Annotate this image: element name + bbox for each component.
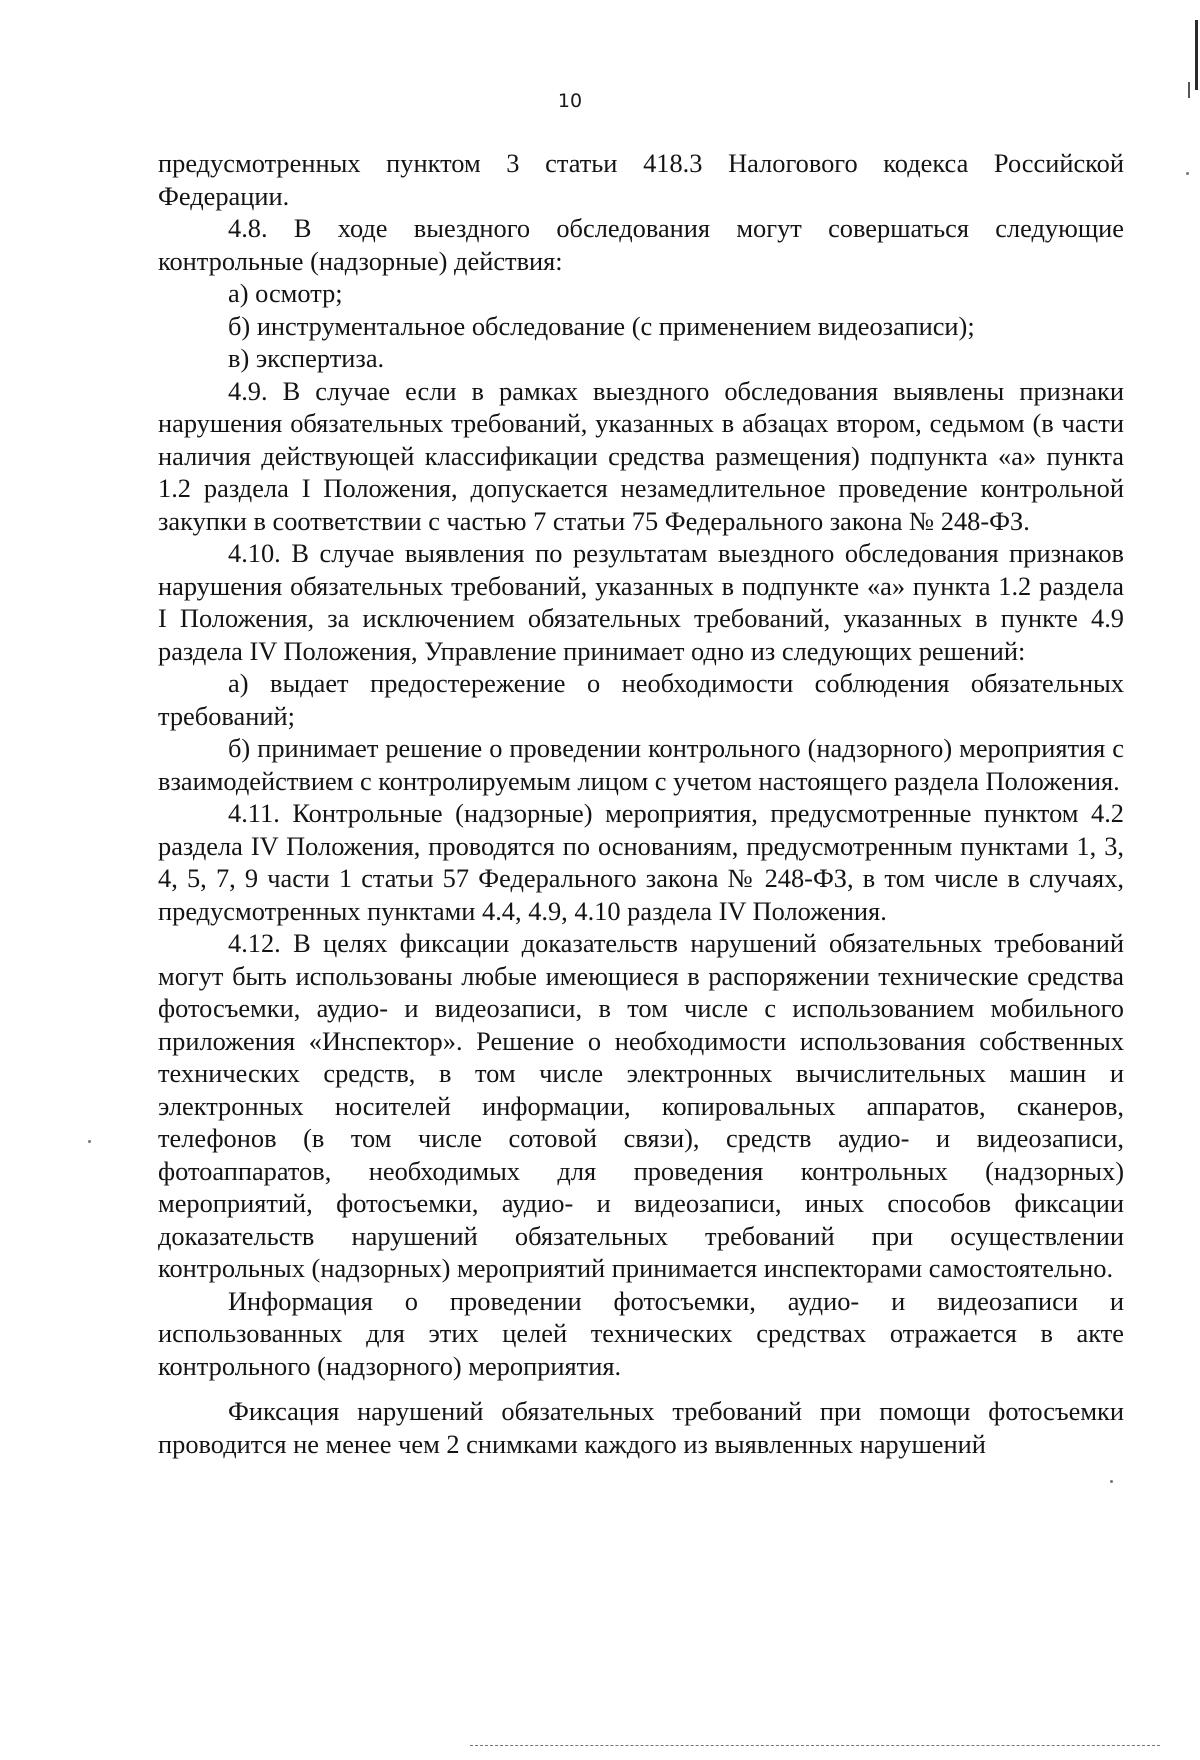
scan-speck bbox=[88, 1140, 91, 1143]
page-number: 10 bbox=[557, 90, 583, 112]
scan-bottom-edge bbox=[470, 1745, 1160, 1748]
list-item-v: в) экспертиза. bbox=[228, 343, 385, 373]
scan-edge-mark bbox=[1195, 20, 1198, 90]
paragraph-4-8: 4.8. В ходе выездного обследования могут совершаться следующие контрольные (надзорные) действия: bbox=[158, 213, 1124, 276]
paragraph-4-10: 4.10. В случае выявления по результатам выездного обследования признаков нарушения обязательных требований, указанных в подпункте «а» пункта 1.2 раздела I Положения, за исключением обязательных требований, указанных в пункте 4.9 раздела IV Положения, Управление принимает одно из следующих решений: bbox=[158, 538, 1124, 666]
paragraph-fixation: Фиксация нарушений обязательных требований при помощи фотосъемки проводится не менее чем 2 снимками каждого из выявленных нарушений bbox=[158, 1396, 1124, 1459]
list-item-a: а) осмотр; bbox=[228, 278, 343, 308]
scan-speck bbox=[1186, 172, 1189, 175]
document-body bbox=[158, 147, 1124, 1460]
decision-item-a: а) выдает предостережение о необходимости соблюдения обязательных требований; bbox=[158, 668, 1124, 731]
paragraph-continuation: предусмотренных пунктом 3 статьи 418.3 Налогового кодекса Российской Федерации. bbox=[158, 148, 1124, 211]
paragraph-4-11: 4.11. Контрольные (надзорные) мероприятия, предусмотренные пунктом 4.2 раздела IV Положения, проводятся по основаниям, предусмотренным пунктами 1, 3, 4, 5, 7, 9 части 1 статьи 57 Федерального закона № 248-ФЗ, в том числе в случаях, предусмотренных пунктами 4.4, 4.9, 4.10 раздела IV Положения. bbox=[158, 798, 1124, 926]
scan-speck bbox=[1110, 1480, 1113, 1483]
paragraph-information: Информация о проведении фотосъемки, аудио- и видеозаписи и использованных для этих целей технических средствах отражается в акте контрольного (надзорного) мероприятия. bbox=[158, 1285, 1124, 1381]
scan-edge-tick bbox=[1188, 82, 1190, 98]
list-item-b: б) инструментальное обследование (с применением видеозаписи); bbox=[228, 310, 975, 341]
paragraph-4-9: 4.9. В случае если в рамках выездного обследования выявлены признаки нарушения обязательных требований, указанных в абзацах втором, седьмом (в части наличия действующей классификации средства размещения) подпункта «а» пункта 1.2 раздела I Положения, допускается незамедлительное проведение контрольной закупки в соответствии с частью 7 статьи 75 Федерального закона № 248-ФЗ. bbox=[158, 375, 1124, 536]
paragraph-4-12: 4.12. В целях фиксации доказательств нарушений обязательных требований могут быть использованы любые имеющиеся в распоряжении технические средства фотосъемки, аудио- и видеозаписи, в том числе с использованием мобильного приложения «Инспектор». Решение о необходимости использования собственных технических средств, в том числе электронных вычислительных машин и электронных носителей информации, копировальных аппаратов, сканеров, телефонов (в том числе сотовой связи), средств аудио- и видеозаписи, фотоаппаратов, необходимых для проведения контрольных (надзорных) мероприятий, фотосъемки, аудио- и видеозаписи, иных способов фиксации доказательств нарушений обязательных требований при осуществлении контрольных (надзорных) мероприятий принимается инспекторами самостоятельно. bbox=[158, 928, 1124, 1283]
decision-item-b: б) принимает решение о проведении контрольного (надзорного) мероприятия с взаимодействием с контролируемым лицом с учетом настоящего раздела Положения. bbox=[158, 733, 1124, 796]
